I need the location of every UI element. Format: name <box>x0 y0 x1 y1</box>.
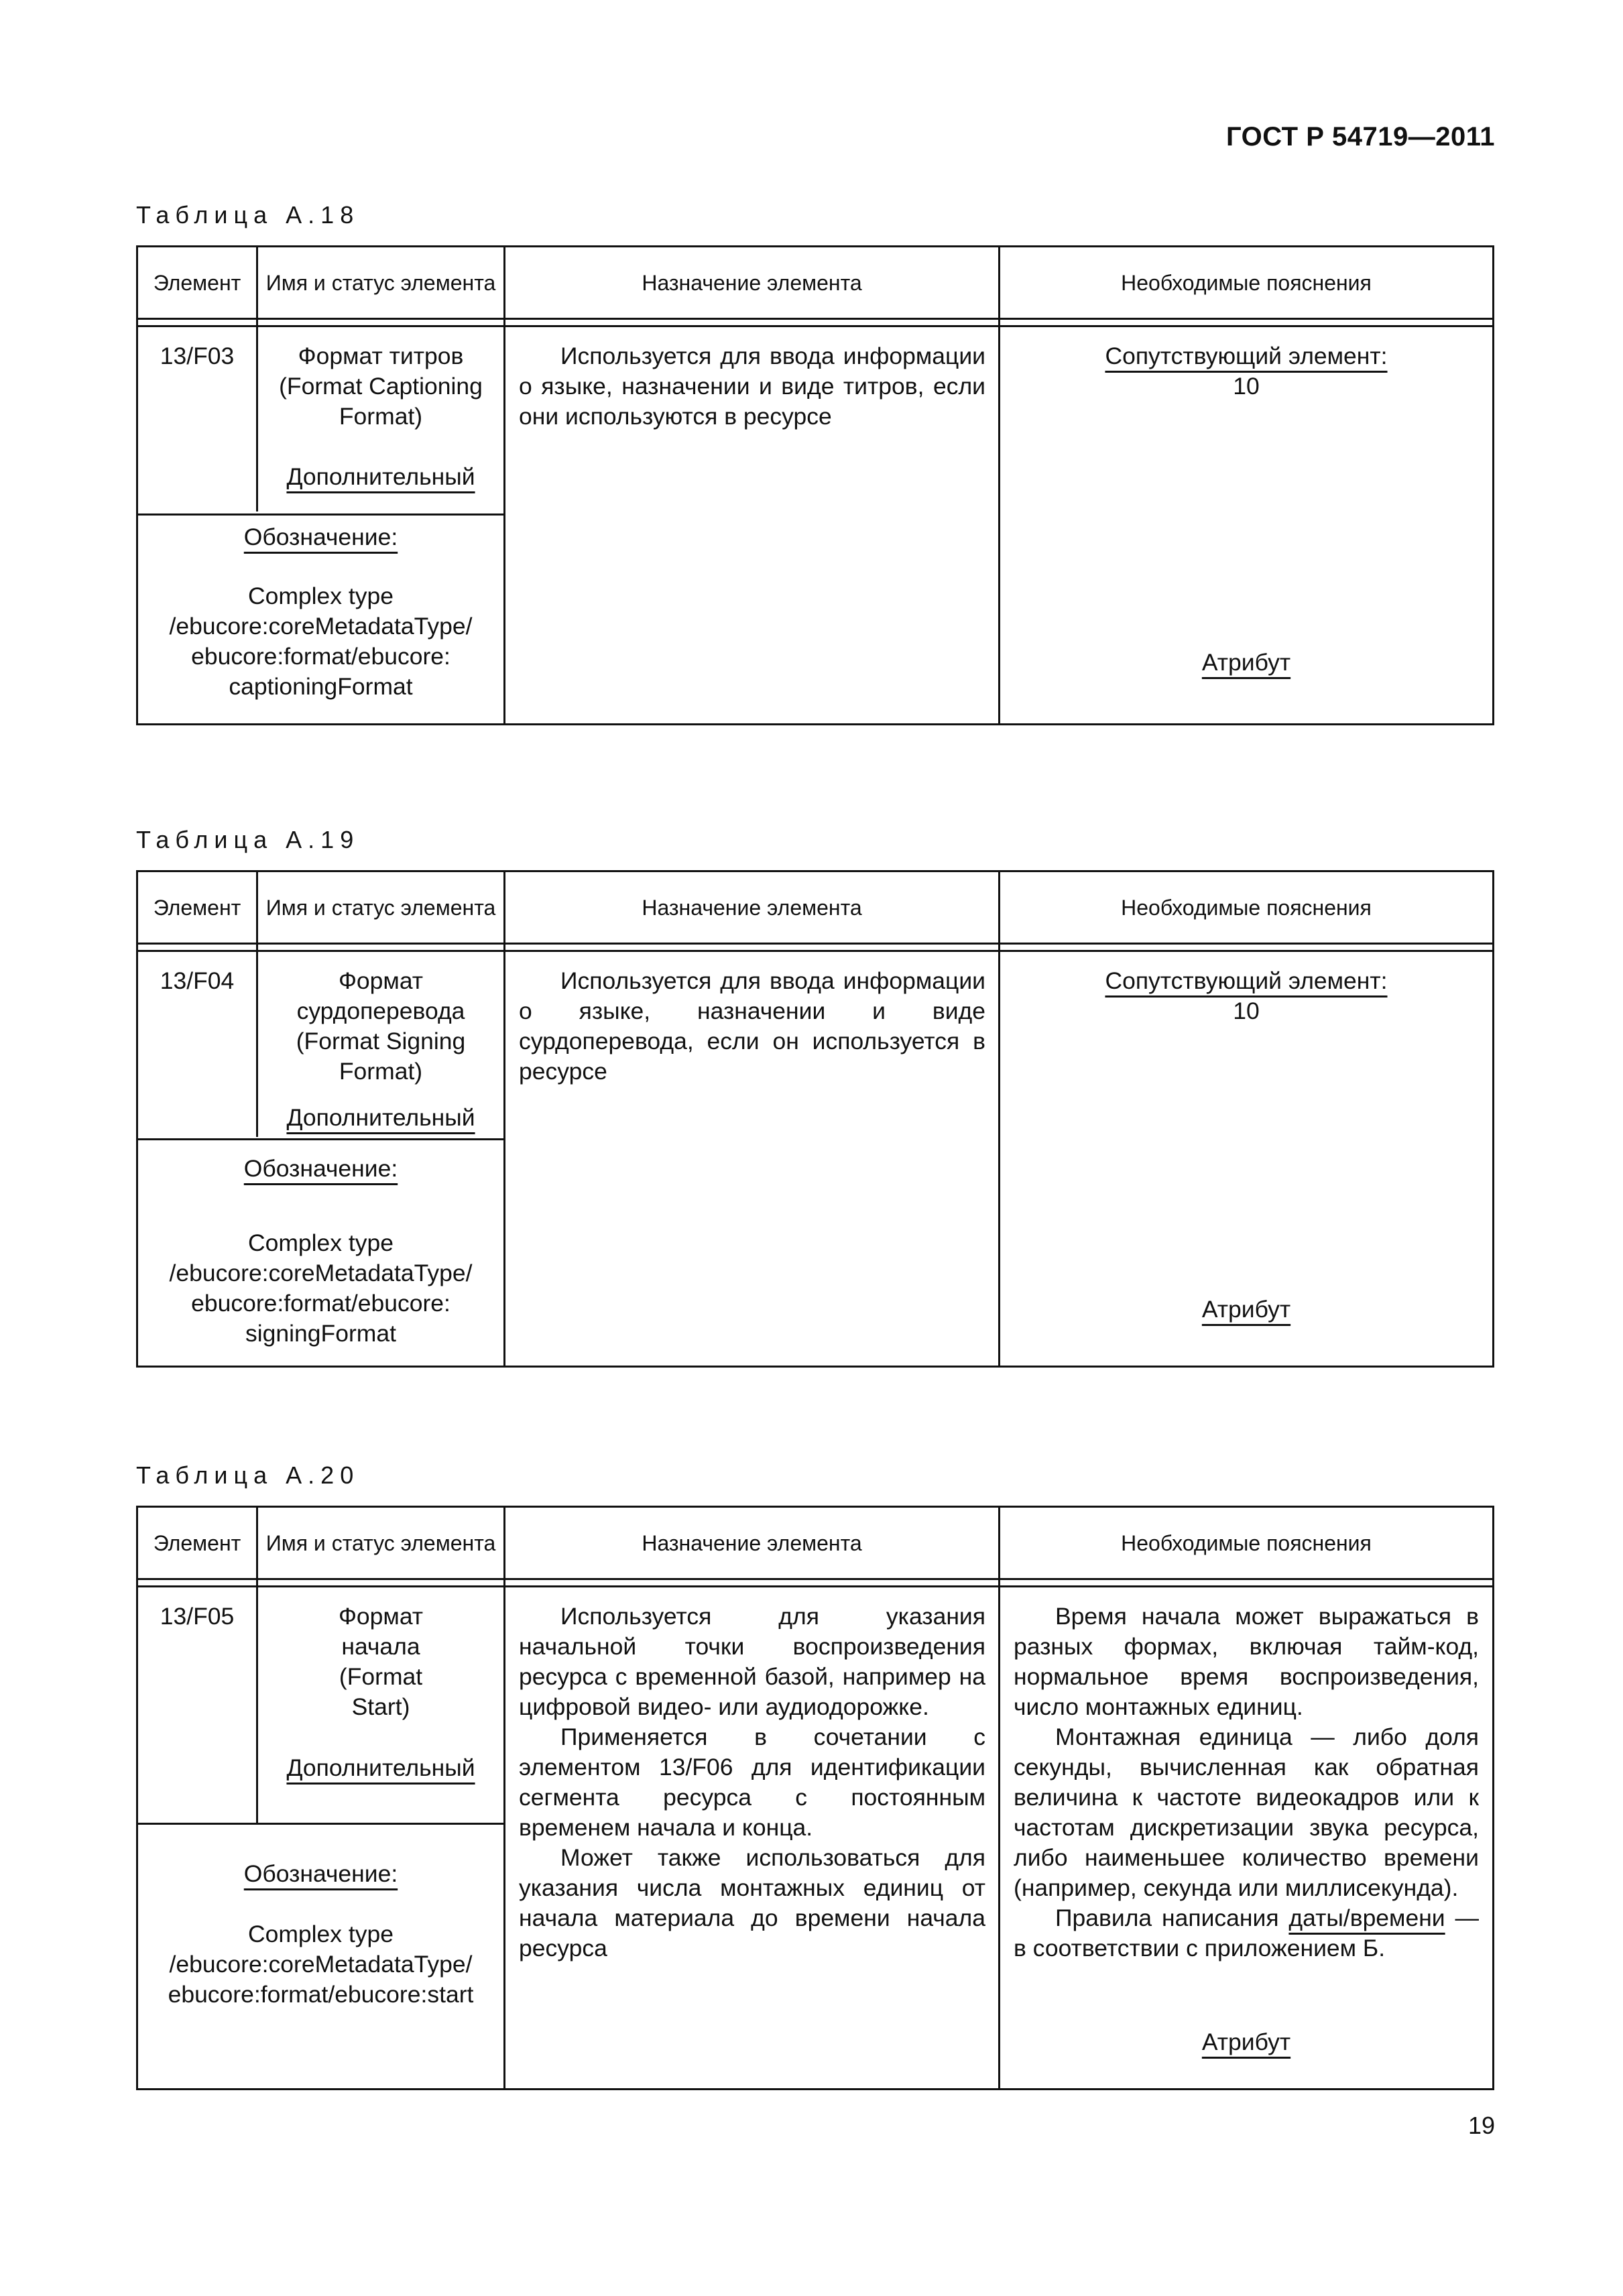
rules-prefix: Правила написания <box>1055 1905 1289 1931</box>
related-element-label <box>1000 966 1492 996</box>
element-status <box>258 1753 503 1783</box>
col-header-name-status: Имя и статус элемента <box>265 270 496 295</box>
designation: Complex type /ebucore:coreMetadataType/ ebucore:format/ebucore: signingFormat <box>169 1229 473 1347</box>
rules-paragraph <box>1014 1903 1479 1963</box>
col-header-notes: Необходимые пояснения <box>1121 895 1372 920</box>
attribute-type <box>1000 1294 1492 1325</box>
related-element-label <box>1000 341 1492 371</box>
attribute-text: Атрибут <box>1201 649 1291 676</box>
designation: Complex type /ebucore:coreMetadataType/ ebucore:format/ebucore:start <box>168 1921 474 2008</box>
table-a19 <box>136 870 1494 1368</box>
designation-label <box>138 1859 503 1889</box>
element-id: 13/F04 <box>160 967 235 994</box>
table-caption: Таблица А.18 <box>136 201 360 229</box>
notes-paragraph: Время начала может выражаться в разных формах, включая тайм-код, нормальное время воспроизведения, число монтажных единиц. <box>1014 1603 1479 1720</box>
element-status <box>258 1103 503 1133</box>
purpose-paragraph: Используется для указания начальной точки воспроизведения ресурса с временной базой, например на цифровой видео- или аудиодорожке. <box>519 1603 985 1720</box>
col-header-purpose: Назначение элемента <box>642 895 862 920</box>
table-caption: Таблица А.20 <box>136 1461 360 1489</box>
related-element-value: 10 <box>1233 998 1260 1024</box>
page-number: 19 <box>1467 2112 1495 2139</box>
table-caption: Таблица А.19 <box>136 826 360 853</box>
attribute-text: Атрибут <box>1201 1296 1291 1323</box>
col-header-element: Элемент <box>153 895 241 920</box>
table-a18 <box>136 245 1494 725</box>
purpose-paragraph: Применяется в сочетании с элементом 13/F06 для идентификации сегмента ресурса с постоянным временем начала и конца. <box>519 1724 985 1841</box>
date-time-link[interactable]: даты/времени <box>1288 1905 1445 1931</box>
attribute-text: Атрибут <box>1201 2029 1291 2055</box>
purpose-paragraph: Используется для ввода информации о языке, назначении и виде титров, если они используются в ресурсе <box>519 343 985 430</box>
col-header-element: Элемент <box>153 1530 241 1555</box>
purpose <box>519 1602 985 1963</box>
table-a20 <box>136 1506 1494 2090</box>
related-label-text: Сопутствующий элемент: <box>1105 343 1388 369</box>
col-header-notes: Необходимые пояснения <box>1121 1530 1372 1555</box>
element-name: Формат сурдоперевода (Format Signing Format) <box>296 967 466 1085</box>
designation-label-text: Обозначение: <box>243 524 398 550</box>
element-name: Формат титров (Format Captioning Format) <box>279 343 483 430</box>
designation-label <box>138 522 503 552</box>
status-text: Дополнительный <box>286 463 475 490</box>
rules-suffix: — в соответствии с приложением Б. <box>1014 1905 1479 1961</box>
attribute-type <box>1000 2027 1492 2057</box>
element-name: Формат начала (Format Start) <box>338 1603 424 1720</box>
col-header-notes: Необходимые пояснения <box>1121 270 1372 295</box>
col-header-purpose: Назначение элемента <box>642 1530 862 1555</box>
col-header-name-status: Имя и статус элемента <box>265 1530 496 1555</box>
status-text: Дополнительный <box>286 1754 475 1781</box>
related-label-text: Сопутствующий элемент: <box>1105 967 1388 994</box>
col-header-purpose: Назначение элемента <box>642 270 862 295</box>
element-id: 13/F05 <box>160 1603 235 1630</box>
designation-label-text: Обозначение: <box>243 1860 398 1887</box>
designation: Complex type /ebucore:coreMetadataType/ ebucore:format/ebucore: captioningFormat <box>169 583 473 700</box>
notes-paragraph: Монтажная единица — либо доля секунды, вычисленная как обратная величина к частоте видеокадров или к частотам дискретизации звука ресурса, либо наименьшее количество времени (например, секунда или миллисекунда). <box>1014 1724 1479 1901</box>
purpose <box>519 341 985 432</box>
status-text: Дополнительный <box>286 1104 475 1131</box>
col-header-name-status: Имя и статус элемента <box>265 895 496 920</box>
designation-label <box>138 1154 503 1184</box>
document-code: ГОСТ Р 54719—2011 <box>1226 122 1495 152</box>
col-header-element: Элемент <box>153 270 241 295</box>
designation-label-text: Обозначение: <box>243 1155 398 1182</box>
element-id: 13/F03 <box>160 343 235 369</box>
purpose-paragraph: Может также использоваться для указания числа монтажных единиц от начала материала до времени начала ресурса <box>519 1844 985 1961</box>
related-element-value: 10 <box>1233 373 1260 400</box>
element-status <box>258 462 503 492</box>
notes <box>1014 1602 1479 1963</box>
attribute-type <box>1000 648 1492 678</box>
purpose <box>519 966 985 1087</box>
purpose-paragraph: Используется для ввода информации о языке, назначении и виде сурдоперевода, если он используется в ресурсе <box>519 967 985 1085</box>
